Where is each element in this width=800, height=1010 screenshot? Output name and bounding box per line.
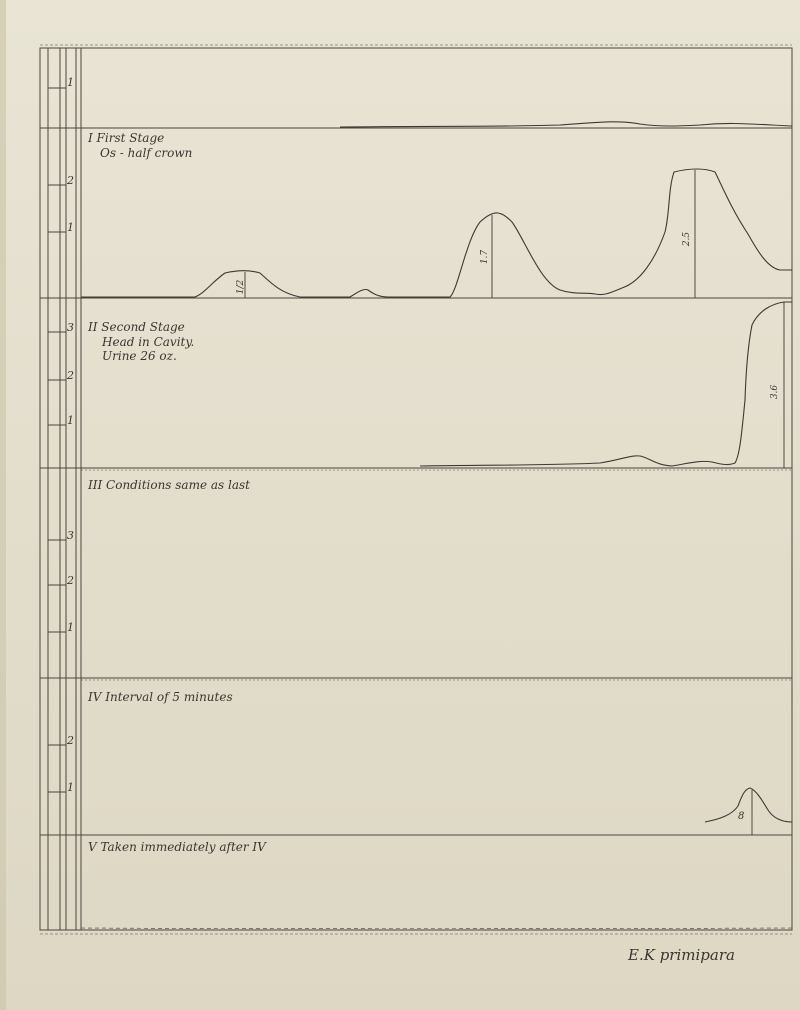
measurement-1-7: 1.7	[480, 249, 490, 265]
scale-row-3-1: 1	[67, 414, 74, 427]
row-2-heading: I First Stage	[88, 131, 165, 145]
row-6-heading: V Taken immediately after IV	[88, 840, 266, 854]
row-5-heading: IV Interval of 5 minutes	[88, 690, 233, 704]
scale-row-5-1: 1	[67, 781, 74, 794]
row-3-heading: II Second Stage	[88, 320, 185, 334]
scale-row-1-1: 1	[67, 76, 74, 89]
scale-row-4-2: 2	[67, 574, 74, 587]
scale-row-2-2: 2	[67, 174, 74, 187]
measurement-2-5: 2.5	[682, 231, 692, 247]
measurement-8: 8	[738, 811, 745, 822]
case-signature: E.K primipara	[628, 946, 735, 964]
row-4-heading: III Conditions same as last	[88, 478, 250, 492]
row-2-note: Os - half crown	[100, 146, 193, 160]
row-3-note: Head in Cavity. Urine 26 oz.	[102, 335, 195, 363]
scale-row-5-2: 2	[67, 734, 74, 747]
scale-row-2-1: 1	[67, 221, 74, 234]
scale-row-4-1: 1	[67, 621, 74, 634]
scale-row-3-2: 2	[67, 369, 74, 382]
scale-row-4-3: 3	[67, 529, 74, 542]
measurement-3-6: 3.6	[770, 384, 780, 400]
measurement-half: 1/2	[236, 279, 246, 295]
scale-row-3-3: 3	[67, 321, 74, 334]
